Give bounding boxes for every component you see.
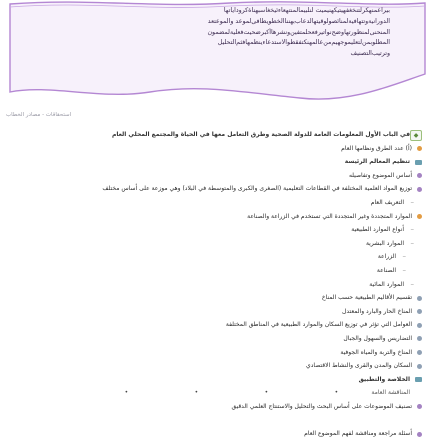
outline-text: ﺍﻟﻤﻨﺎﺥ ﻭﺍﻟﺘﺮﺑﺔ ﻭﺍﻟﻤﻴﺎﻩ ﺍﻟﺠﻮﻓﻴﺔ [340,348,412,356]
outline-row [6,278,424,292]
outline-row [6,346,424,360]
dash-bullet-icon: – [410,238,414,247]
bullet-icon [415,160,422,165]
intro-text [50,6,390,60]
outline-text: (ﺃ) ﻋﺪﺩ ﺍﻟﻄﺮﻕ ﻭﻧﻈﺎﻣﻬﺎ ﺍﻟﻌﺎﻡ [341,144,412,152]
outline-text: ﺃﻧﻮﺍﻉ ﺍﻟﻤﻮﺍﺭﺩ ﺍﻟﻄﺒﻴﻌﻴﺔ [351,226,404,234]
bullet-icon [417,336,422,341]
outline-text: ﺗﻘﺴﻴﻢ ﺍﻷﻗﺎﻟﻴﻢ ﺍﻟﻄﺒﻴﻌﻴﺔ ﺣﺴﺐ ﺍﻟﻤﻨﺎﺥ [321,294,412,302]
intro-callout-box [0,0,430,108]
outline-text: ﺍﻟﻌﻮﺍﻣﻞ ﺍﻟﺘﻲ ﺗﺆﺛﺮ ﻓﻲ ﺗﻮﺯﻳﻊ ﺍﻟﺴﻜﺎﻥ ﻭﺍﻟﻤﻮﺍﺭﺩ ﺍﻟﻄﺒﻴﻌﻴﺔ ﻓﻲ ﺍﻟﻤﻨﺎﻃﻖ ﺍﻟﻤﺨﺘﻠﻔﺔ [225,321,412,329]
outline-row [6,291,424,305]
outline-row [6,182,424,196]
outline-row [6,386,424,400]
bullet-icon [415,377,422,382]
outline-row [6,169,424,183]
outline-text: ﺍﻟﺨﻼﺻﺔ ﻭﺍﻟﺘﻄﺒﻴﻖ [358,375,410,383]
outline-row [6,332,424,346]
bullet-icon [417,187,422,192]
bullet-icon [417,364,422,369]
outline-row [6,142,424,156]
outline-row [6,223,424,237]
dash-bullet-icon: – [410,279,414,288]
outline-text: ﺍﻟﺘﻀﺎﺭﻳﺲ ﻭﺍﻟﺴﻬﻮﻝ ﻭﺍﻟﺠﺒﺎﻝ [343,334,412,342]
outline-row [6,359,424,373]
intro-line: ﺑﻴﺮﺍﻋﻤﻨﻬﻜﺮﻟﺘﻨﺨﻐﻔﻬﻴﺘﻴﻜﻬﻨﻴﻤﻴﺖ ﻟﻨﻠﺒﻴﻤﺎﻟﻤﻨﺘﻬﻌﺎﺀﺋﻴﺨﻐﺎﺳﺒﻬﻨﺎﺓﻛﺮﻭﺩﺍﻳﺎﺗﻬﺎ [223,7,390,14]
outline-text: ﺃﺳﺌﻠﺔ ﻣﺮﺍﺟﻌﺔ ﻭﻣﻨﺎﻗﺸﺔ ﻟﻔﻬﻢ ﺍﻟﻤﻮﺿﻮﻉ ﺍﻟﻌﺎﻡ [304,430,412,438]
outline-text: ﺗﻮﺯﻳﻊ ﺍﻟﻤﻮﺍﺩ ﺍﻟﻌﻠﻤﻴﺔ ﺍﻟﻤﺨﺘﻠﻔﺔ ﻓﻲ ﺍﻟﻘﻄﺎﻋﺎﺕ ﺍﻟﺘﻌﻠﻴﻤﻴﺔ (ﺍﻟﺼﻐﺮﻯ ﻭﺍﻟﻜﺒﺮﻯ ﻭﺍﻟﻤﺘﻮﺳﻄﺔ ﻓﻲ ﺍﻟﺒﻼﺩ) ﻭﻫﻲ ﻣﻮﺯﻋﺔ ﻋﻠﻰ ﺃﺳﺎﺱ ﻣﺨﺘﻠﻒ [102,185,412,193]
outline-text: ﺍﻟﻤﻮﺍﺭﺩ ﺍﻟﺒﺸﺮﻳﺔ [365,239,404,247]
outline-row [6,155,424,169]
outline-text: ﺍﻟﻤﻮﺍﺭﺩ ﺍﻟﻤﺎﺋﻴﺔ [369,280,404,288]
bullet-icon [417,309,422,314]
outline-text: ﺍﻟﻤﻨﺎﺥ ﺍﻟﺤﺎﺭ ﻭﺍﻟﺒﺎﺭﺩ ﻭﺍﻟﻤﻌﺘﺪﻝ [342,307,412,315]
intro-line: ﺍﻟﺪﻭﺭﺍﻧﻴﺔﻭﺗﺘﻬﺎﻓﻴﺔﻟﻤﻨﺎﺋﺼﻮﻟﻮﻗﻴﺘﻬﺎﻟﺪﻋﺎﺏﺑﻬﻨﻨﺎﺍﻟﺨﻄﻮﻳﻄﺎﻓﻰﻟﻤﻮﻋﺪ ﻭﺍﻟﻤﻮﻋﺘﻌﺪ [207,17,390,25]
dot-marker-icon: • [124,389,129,397]
outline-row [6,318,424,332]
dash-bullet-icon: – [402,252,406,261]
outline-text: ﺍﻟﺘﻌﺮﻳﻒ ﺍﻟﻌﺎﻡ [370,198,404,206]
diamond-icon: ◆ [410,130,422,141]
intro-line: ﻭﺗﺮﺗﻴﺐﺍﻟﺘﺼﻨﻴﻒ [350,50,390,58]
outline-text: ﺗﺼﻨﻴﻒ ﺍﻟﻤﻮﺿﻮﻋﺎﺕ ﻋﻠﻰ ﺃﺳﺎﺱ ﺍﻟﺒﺤﺚ ﻭﺍﻟﺘﺤﻠﻴﻞ ﻭﺍﻻﺳﺘﻨﺘﺎﺝ ﺍﻟﻌﻠﻤﻲ ﺍﻟﺪﻗﻴﻖ [231,402,412,410]
bullet-icon [417,214,422,219]
outline-text: ﺍﻟﺴﻜﺎﻥ ﻭﺍﻟﻤﺪﻥ ﻭﺍﻟﻘﺮﻯ ﻭﺍﻟﻨﺸﺎﻁ ﺍﻻﻗﺘﺼﺎﺩﻱ [306,362,412,370]
bullet-icon [417,296,422,301]
outline-text: ﺍﻟﻤﻮﺍﺭﺩ ﺍﻟﻤﺘﺠﺪﺩﺓ ﻭﻏﻴﺮ ﺍﻟﻤﺘﺠﺪﺩﺓ ﺍﻟﺘﻲ ﺗﺴﺘﺨﺪﻡ ﻓﻲ ﺍﻟﺰﺭﺍﻋﺔ ﻭﺍﻟﺼﻨﺎﻋﺔ [247,212,412,220]
bullet-icon [417,173,422,178]
outline-text: ﺍﻟﺼﻨﺎﻋﺔ [376,266,396,274]
bullet-icon [417,404,422,409]
dash-bullet-icon: – [402,265,406,274]
bullet-icon [417,146,422,151]
outline-row [6,250,424,264]
bullet-icon [417,323,422,328]
bullet-icon [417,432,422,437]
outline-row [6,210,424,224]
outline-row [6,128,424,142]
outline-text: ﺗﻨﻈﻴﻢ ﺍﻟﻤﻌﺎﻟﻢ ﺍﻟﺮﺋﻴﺴﺔ [344,158,410,166]
outline-row [6,400,424,414]
outline-row [6,305,424,319]
outline-text: ﻓﻲ ﺍﻟﺒﺎﺏ ﺍﻷﻭﻝ ﺍﻟﻤﻌﻠﻮﻣﺎﺕ ﺍﻟﻌﺎﻣﺔ ﻟﻠﺪﻭﻟﺔ ﺍﻟﺼﺤﻴﺔ ﻭﻃﺮﻕ ﺍﻟﺘﻌﺎﻣﻞ ﻣﻌﻬﺎ ﻓﻲ ﺍﻟﺤﻴﺎﺓ ﻭﺍﻟﻤﺠﺘﻤﻊ ﺍﻟﻤﺤﻠﻲ ﺍﻟﻌﺎﻡ [111,131,410,138]
outline-row [6,373,424,387]
dash-bullet-icon: – [410,225,414,234]
outline-row [6,264,424,278]
dash-bullet-icon: – [410,197,414,206]
outline-row [6,196,424,210]
outline-list [6,128,424,441]
outline-text: ﺍﻟﺰﺭﺍﻋﺔ [377,253,396,261]
source-caption: ﺍﺳﺘﺤﻘﺎﻗﺎﺕ - ﻣﺼﺎﺩﺭ ﺍﻟﺨﻄﺎﺏ [6,112,72,118]
bullet-icon [417,350,422,355]
outline-row [6,413,424,427]
outline-row [6,237,424,251]
outline-text: ﺃﺳﺎﺱ ﺍﻟﻤﻮﺿﻮﻉ ﻭﺗﻔﺎﺻﻴﻠﻪ [348,171,412,179]
outline-text: ﺍﻟﻤﻨﺎﻗﺸﺔ ﺍﻟﻌﺎﻣﺔ [371,389,410,397]
intro-line: ﺍﻟﻤﻨﺤﻨﻰﻟﻤﻨﻈﻮﺭﺗﻬﺎﻭﺿﺢﻧﻮﺍﺗﻴﺮﻓﻌﺤﻠﻤﺘﻔﻴﻦﻭﻧﺸﺮﻫﺎﺃﻛﺒﺮﺿﺤﻴﺖﻓﻌﻠﻴﺔﻟﻤﻀﻤﻮﻥ [207,28,390,36]
dot-marker-icon: • [264,389,269,397]
dot-marker-icon: • [194,389,199,397]
outline-row [6,427,424,441]
dot-marker-icon: • [334,389,339,397]
intro-line: ﺍﻟﻤﻄﻠﻮﺑﻤﻦﻟﺘﻌﻠﻴﻤﻮﺟﻬﻴﻢﻣﻦﻋﺎﻟﻤﻬﻨﻜﺘﻔﻘﻄﻮﺍﻻﺳﺘﺪﻋﺎﺀﻳﻨﻈﻤﻬﺎﻓﺜﻢﺍﻟﺘﺤﻠﻴﻞ [217,39,390,47]
